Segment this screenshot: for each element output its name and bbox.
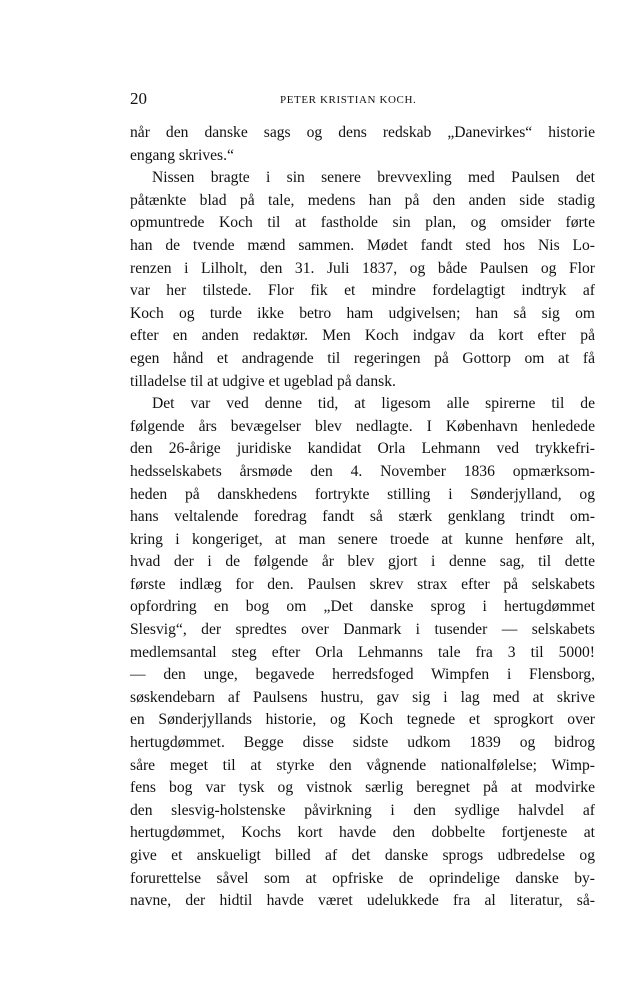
text-line: den slesvig-holstenske påvirkning i den sydlige halvdel af bbox=[130, 801, 595, 819]
text-line: hans veltalende foredrag fandt så stærk genklang trindt om- bbox=[130, 508, 595, 526]
text-line: første indlæg for den. Paulsen skrev strax efter på selskabets bbox=[130, 575, 595, 593]
running-title: PETER KRISTIAN KOCH. bbox=[280, 94, 417, 106]
text-line: var her tilstede. Flor fik et mindre fordelagtigt indtryk af bbox=[130, 282, 595, 300]
text-line: opmuntrede Koch til at fastholde sin plan, og omsider førte bbox=[130, 214, 595, 232]
text-line: egen hånd et andragende til regeringen på Gottorp om at få bbox=[130, 349, 595, 367]
text-line: såre meget til at styrke den vågnende nationalfølelse; Wimp- bbox=[130, 756, 595, 774]
text-line: tilladelse til at udgive et ugeblad på dansk. bbox=[130, 372, 396, 390]
page-number: 20 bbox=[130, 89, 147, 108]
text-line: søskendebarn af Paulsens hustru, gav sig i lag med at skrive bbox=[130, 688, 595, 706]
text-line: renzen i Lilholt, den 31. Juli 1837, og både Paulsen og Flor bbox=[130, 259, 595, 277]
text-line: påtænkte blad på tale, medens han på den anden side stadig bbox=[130, 191, 595, 209]
text-line: følgende års bevægelser blev nedlagte. I København henledede bbox=[130, 417, 595, 435]
text-line: når den danske sags og dens redskab „Danevirkes“ historie bbox=[130, 124, 595, 141]
text-line: hertugdømmet. Begge disse sidste udkom 1839 og bidrog bbox=[130, 734, 595, 752]
text-line: hedsselskabets årsmøde den 4. November 1836 opmærksom- bbox=[130, 462, 595, 480]
text-line: engang skrives.“ bbox=[130, 146, 234, 164]
text-line: fens bog var tysk og vistnok særlig beregnet på at modvirke bbox=[130, 779, 595, 797]
text-line: medlemsantal steg efter Orla Lehmanns tale fra 3 til 5000! bbox=[130, 643, 595, 661]
text-line: give et anskueligt billed af det danske sprogs udbredelse og bbox=[130, 847, 595, 864]
text-line: kring i kongeriget, at man senere troede at kunne henføre alt, bbox=[130, 530, 595, 548]
text-line: forurettelse såvel som at opfriske de oprindelige danske by- bbox=[130, 869, 595, 887]
text-line: heden på danskhedens fortrykte stilling i Sønderjylland, og bbox=[130, 485, 595, 503]
text-line: navne, der hidtil havde været udelukkede fra al literatur, så- bbox=[130, 892, 595, 910]
text-line: en Sønderjyllands historie, og Koch tegnede et sprogkort over bbox=[130, 711, 595, 729]
body-text bbox=[130, 122, 595, 913]
text-line: Slesvig“, der spredtes over Danmark i tusender — selskabets bbox=[130, 621, 595, 639]
text-line: efter en anden redaktør. Men Koch indgav da kort efter på bbox=[130, 327, 595, 345]
text-line: hertugdømmet, Kochs kort havde den dobbelte fortjeneste at bbox=[130, 824, 595, 842]
text-line: Koch og turde ikke betro ham udgivelsen; han så sig om bbox=[130, 304, 595, 322]
text-line: — den unge, begavede herredsfoged Wimpfen i Flensborg, bbox=[130, 666, 595, 684]
text-line: han de tvende mænd sammen. Mødet fandt sted hos Nis Lo- bbox=[130, 236, 595, 254]
text-line: Nissen bragte i sin senere brevvexling med Paulsen det bbox=[152, 169, 595, 187]
text-line: den 26-årige juridiske kandidat Orla Lehmann ved trykkefri- bbox=[130, 440, 595, 458]
text-line: opfordring en bog om „Det danske sprog i hertugdømmet bbox=[130, 598, 595, 616]
running-head bbox=[130, 88, 594, 110]
text-line: Det var ved denne tid, at ligesom alle spirerne til de bbox=[152, 395, 595, 413]
text-line: hvad der i de følgende år blev gjort i denne sag, til dette bbox=[130, 553, 595, 571]
